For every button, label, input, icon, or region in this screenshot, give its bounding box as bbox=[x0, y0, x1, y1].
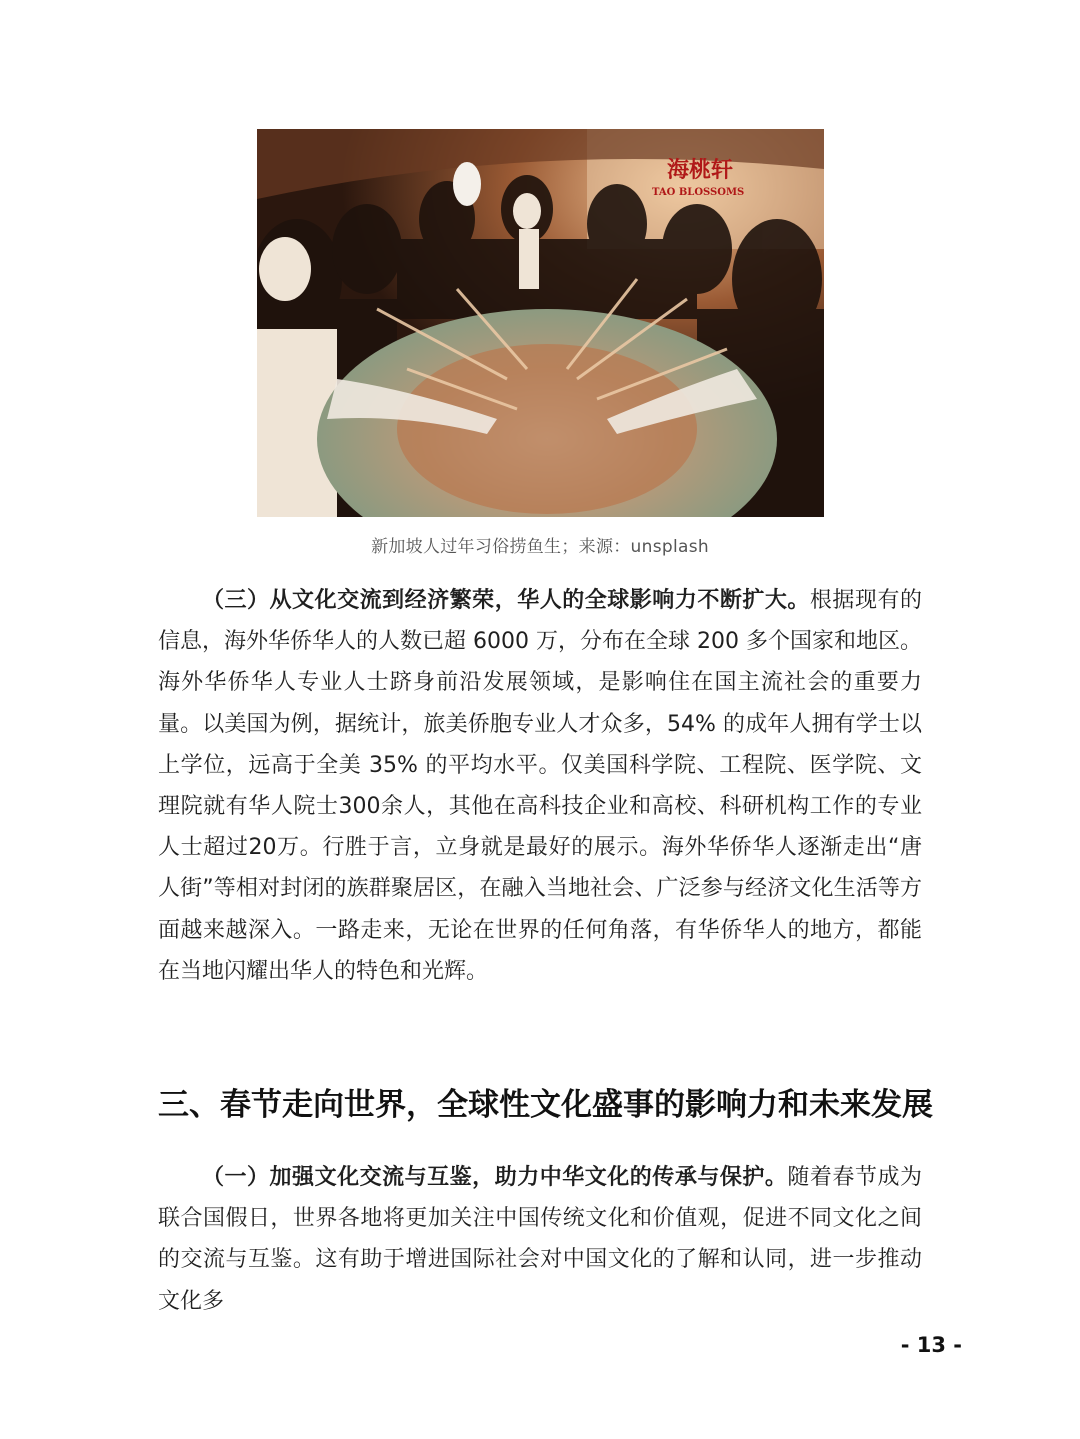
section-heading: 三、春节走向世界，全球性文化盛事的影响力和未来发展 bbox=[158, 1087, 933, 1123]
page-number: - 13 - bbox=[900, 1333, 962, 1357]
restaurant-sign-subtext: TAO BLOSSOMS bbox=[652, 187, 745, 198]
figure-caption: 新加坡人过年习俗捞鱼生；来源：unsplash bbox=[371, 537, 709, 557]
paragraph-lead: （三）从文化交流到经济繁荣，华人的全球影响力不断扩大。 bbox=[202, 588, 810, 613]
restaurant-sign: 海桃轩 bbox=[667, 157, 734, 183]
paragraph-cultural-exchange bbox=[158, 1157, 922, 1322]
paragraph-body: 随着春节成为联合国假日，世界各地将更加关注中国传统文化和价值观，促进不同文化之间的交流与互鉴。这有助于增进国际社会对中国文化的了解和认同，进一步推动文化多 bbox=[158, 1165, 922, 1314]
paragraph-global-influence bbox=[158, 580, 922, 992]
yusheng-photo bbox=[257, 129, 824, 517]
paragraph-body: 根据现有的信息，海外华侨华人的人数已超 6000 万，分布在全球 200 多个国家和地区。海外华侨华人专业人士跻身前沿发展领域，是影响住在国主流社会的重要力量。以美国为例，据统计，旅美侨胞专业人才众多，54% 的成年人拥有学士以上学位，远高于全美 35% 的平均水平。仅美国科学院、工程院、医学院、文理院就有华人院士300余人，其他在高科技企业和高校、科研机构工作的专业人士超过20万。行胜于言，立身就是最好的展示。海外华侨华人逐渐走出“唐人街”等相对封闭的族群聚居区，在融入当地社会、广泛参与经济文化生活等方面越来越深入。一路走来，无论在世界的任何角落，有华侨华人的地方，都能在当地闪耀出华人的特色和光辉。 bbox=[158, 588, 922, 984]
paragraph-lead: （一）加强文化交流与互鉴，助力中华文化的传承与保护。 bbox=[202, 1165, 788, 1190]
